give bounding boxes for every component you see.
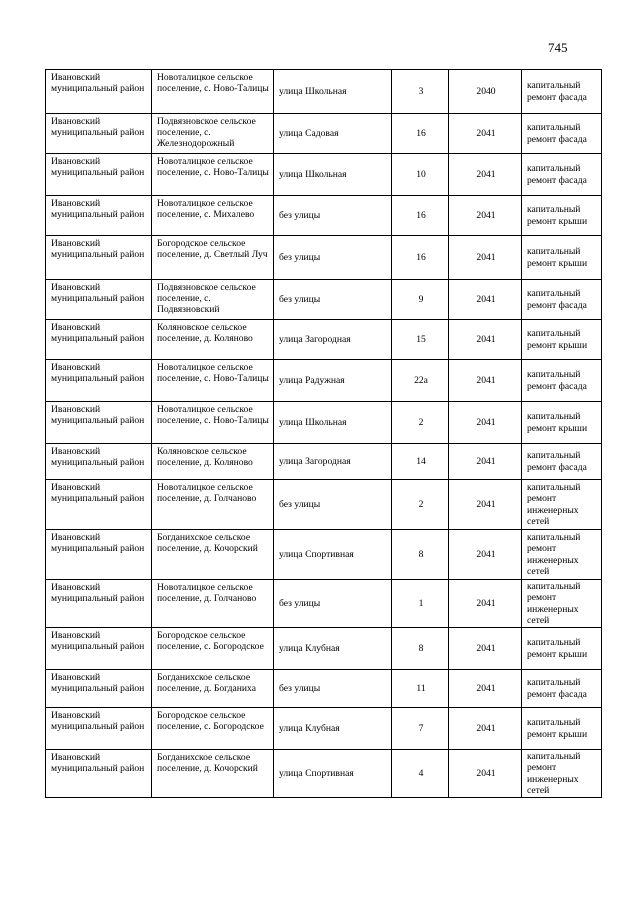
year-cell: 2041 [449,320,522,360]
settlement-cell: Богородское сельское поселение, д. Светлый Луч [152,236,274,280]
house-number-cell: 8 [392,530,449,580]
district-cell: Ивановский муниципальный район [46,360,152,402]
house-number-cell: 16 [392,196,449,236]
house-number-cell: 14 [392,444,449,480]
street-cell: улица Загородная [274,320,392,360]
table-row [46,114,602,154]
street-cell: без улицы [274,480,392,530]
work-type-cell: капитальный ремонт фасада [522,360,602,402]
street-cell: улица Садовая [274,114,392,154]
settlement-cell: Богданихское сельское поселение, д. Богданиха [152,670,274,708]
table-row [46,360,602,402]
street-cell: улица Радужная [274,360,392,402]
district-cell: Ивановский муниципальный район [46,580,152,628]
year-cell: 2041 [449,402,522,444]
district-cell: Ивановский муниципальный район [46,70,152,114]
year-cell: 2041 [449,530,522,580]
work-type-cell: капитальный ремонт фасада [522,154,602,196]
street-cell: без улицы [274,236,392,280]
settlement-cell: Новоталицкое сельское поселение, с. Ново-Талицы [152,70,274,114]
work-type-cell: капитальный ремонт фасада [522,670,602,708]
housing-repair-table [45,69,602,798]
table-row [46,196,602,236]
year-cell: 2041 [449,154,522,196]
house-number-cell: 11 [392,670,449,708]
settlement-cell: Новоталицкое сельское поселение, с. Михалево [152,196,274,236]
house-number-cell: 15 [392,320,449,360]
work-type-cell: капитальный ремонт крыши [522,196,602,236]
work-type-cell: капитальный ремонт фасада [522,70,602,114]
house-number-cell: 8 [392,628,449,670]
house-number-cell: 1 [392,580,449,628]
settlement-cell: Новоталицкое сельское поселение, д. Голчаново [152,480,274,530]
district-cell: Ивановский муниципальный район [46,236,152,280]
street-cell: улица Спортивная [274,530,392,580]
work-type-cell: капитальный ремонт крыши [522,628,602,670]
district-cell: Ивановский муниципальный район [46,154,152,196]
table-row [46,628,602,670]
district-cell: Ивановский муниципальный район [46,402,152,444]
year-cell: 2040 [449,70,522,114]
settlement-cell: Богородское сельское поселение, с. Богородское [152,708,274,750]
table-row [46,750,602,798]
district-cell: Ивановский муниципальный район [46,708,152,750]
street-cell: улица Загородная [274,444,392,480]
year-cell: 2041 [449,196,522,236]
year-cell: 2041 [449,580,522,628]
work-type-cell: капитальный ремонт фасада [522,444,602,480]
table-row [46,670,602,708]
settlement-cell: Подвязновское сельское поселение, с. Подвязновский [152,280,274,320]
settlement-cell: Богданихское сельское поселение, д. Кочорский [152,750,274,798]
table-row [46,154,602,196]
year-cell: 2041 [449,670,522,708]
year-cell: 2041 [449,480,522,530]
year-cell: 2041 [449,708,522,750]
settlement-cell: Подвязновское сельское поселение, с. Железнодорожный [152,114,274,154]
work-type-cell: капитальный ремонт инженерных сетей [522,750,602,798]
street-cell: без улицы [274,196,392,236]
district-cell: Ивановский муниципальный район [46,530,152,580]
settlement-cell: Богородское сельское поселение, с. Богородское [152,628,274,670]
house-number-cell: 22а [392,360,449,402]
district-cell: Ивановский муниципальный район [46,114,152,154]
house-number-cell: 16 [392,114,449,154]
district-cell: Ивановский муниципальный район [46,480,152,530]
work-type-cell: капитальный ремонт инженерных сетей [522,480,602,530]
street-cell: улица Клубная [274,628,392,670]
street-cell: без улицы [274,670,392,708]
work-type-cell: капитальный ремонт фасада [522,114,602,154]
table-body [46,70,602,798]
settlement-cell: Коляновское сельское поселение, д. Коляново [152,444,274,480]
house-number-cell: 7 [392,708,449,750]
work-type-cell: капитальный ремонт фасада [522,280,602,320]
house-number-cell: 16 [392,236,449,280]
page-number: 745 [548,40,568,55]
year-cell: 2041 [449,114,522,154]
street-cell: улица Школьная [274,70,392,114]
street-cell: без улицы [274,280,392,320]
street-cell: улица Клубная [274,708,392,750]
table-row [46,708,602,750]
table-row [46,320,602,360]
house-number-cell: 4 [392,750,449,798]
year-cell: 2041 [449,236,522,280]
year-cell: 2041 [449,360,522,402]
settlement-cell: Новоталицкое сельское поселение, с. Ново-Талицы [152,402,274,444]
settlement-cell: Богданихское сельское поселение, д. Кочорский [152,530,274,580]
district-cell: Ивановский муниципальный район [46,750,152,798]
street-cell: улица Школьная [274,154,392,196]
table-row [46,580,602,628]
work-type-cell: капитальный ремонт крыши [522,708,602,750]
district-cell: Ивановский муниципальный район [46,628,152,670]
street-cell: без улицы [274,580,392,628]
district-cell: Ивановский муниципальный район [46,670,152,708]
table-row [46,480,602,530]
year-cell: 2041 [449,444,522,480]
settlement-cell: Новоталицкое сельское поселение, с. Ново-Талицы [152,360,274,402]
work-type-cell: капитальный ремонт инженерных сетей [522,580,602,628]
table-row [46,444,602,480]
table-row [46,530,602,580]
year-cell: 2041 [449,280,522,320]
street-cell: улица Школьная [274,402,392,444]
table-row [46,402,602,444]
district-cell: Ивановский муниципальный район [46,280,152,320]
district-cell: Ивановский муниципальный район [46,444,152,480]
district-cell: Ивановский муниципальный район [46,320,152,360]
house-number-cell: 10 [392,154,449,196]
settlement-cell: Коляновское сельское поселение, д. Коляново [152,320,274,360]
district-cell: Ивановский муниципальный район [46,196,152,236]
work-type-cell: капитальный ремонт крыши [522,320,602,360]
table-row [46,236,602,280]
work-type-cell: капитальный ремонт инженерных сетей [522,530,602,580]
settlement-cell: Новоталицкое сельское поселение, д. Голчаново [152,580,274,628]
house-number-cell: 9 [392,280,449,320]
street-cell: улица Спортивная [274,750,392,798]
settlement-cell: Новоталицкое сельское поселение, с. Ново-Талицы [152,154,274,196]
house-number-cell: 2 [392,402,449,444]
work-type-cell: капитальный ремонт крыши [522,402,602,444]
year-cell: 2041 [449,750,522,798]
year-cell: 2041 [449,628,522,670]
work-type-cell: капитальный ремонт крыши [522,236,602,280]
table-row [46,70,602,114]
house-number-cell: 3 [392,70,449,114]
house-number-cell: 2 [392,480,449,530]
table-row [46,280,602,320]
